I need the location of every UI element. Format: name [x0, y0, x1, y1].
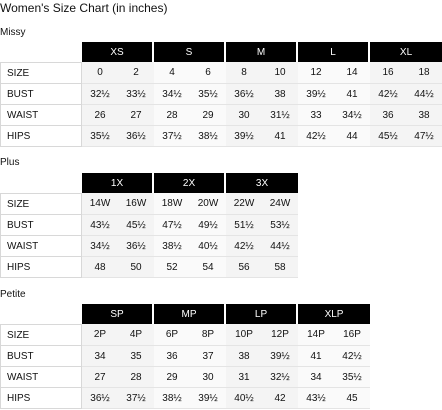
- measurement-cell: 14: [334, 62, 370, 84]
- measurement-cell: 8P: [190, 324, 226, 346]
- measurement-cell: 38½: [190, 126, 226, 147]
- measurement-cell: 26: [82, 105, 118, 126]
- measurement-cell: 42½: [298, 126, 334, 147]
- measurement-cell: 44: [334, 126, 370, 147]
- measurement-cell: 16W: [118, 193, 154, 215]
- measurement-cell: 44½: [262, 236, 298, 257]
- measurement-cell: 4P: [118, 324, 154, 346]
- measurement-cell: 48: [82, 257, 118, 278]
- measurement-cell: 16P: [334, 324, 370, 346]
- header-blank-cell: [0, 42, 82, 62]
- measurement-cell: 47½: [406, 126, 442, 147]
- measurement-cell: 41: [262, 126, 298, 147]
- measurement-cell: 35½: [334, 367, 370, 388]
- measurement-cell: 24W: [262, 193, 298, 215]
- measurement-cell: 6: [190, 62, 226, 84]
- measurement-cell: 44½: [406, 84, 442, 105]
- measurement-row: [0, 62, 442, 84]
- measurement-cell: 10: [262, 62, 298, 84]
- measurement-cell: 56: [226, 257, 262, 278]
- measurement-cell: 41: [298, 346, 334, 367]
- row-label: BUST: [0, 84, 82, 105]
- size-table-plus: [0, 173, 298, 278]
- size-group-header: SP: [82, 304, 154, 324]
- size-group-header: XS: [82, 42, 154, 62]
- measurement-cell: 16: [370, 62, 406, 84]
- row-label: WAIST: [0, 105, 82, 126]
- measurement-cell: 33½: [118, 84, 154, 105]
- measurement-cell: 18W: [154, 193, 190, 215]
- measurement-row: [0, 84, 442, 105]
- measurement-cell: 36: [154, 346, 190, 367]
- measurement-cell: 36½: [118, 126, 154, 147]
- measurement-cell: 38½: [154, 388, 190, 409]
- measurement-cell: 38: [262, 84, 298, 105]
- size-group-header: L: [298, 42, 370, 62]
- size-group-header: S: [154, 42, 226, 62]
- row-label: WAIST: [0, 236, 82, 257]
- size-header-row: [0, 304, 370, 324]
- measurement-cell: 43½: [298, 388, 334, 409]
- measurement-cell: 14P: [298, 324, 334, 346]
- measurement-cell: 35: [118, 346, 154, 367]
- measurement-row: [0, 346, 370, 367]
- row-label: SIZE: [0, 193, 82, 215]
- measurement-cell: 14W: [82, 193, 118, 215]
- measurement-cell: 49½: [190, 215, 226, 236]
- measurement-cell: 38: [406, 105, 442, 126]
- row-label: WAIST: [0, 367, 82, 388]
- measurement-row: [0, 126, 442, 147]
- measurement-cell: 37: [190, 346, 226, 367]
- measurement-cell: 2: [118, 62, 154, 84]
- measurement-row: [0, 324, 370, 346]
- measurement-cell: 30: [226, 105, 262, 126]
- measurement-cell: 8: [226, 62, 262, 84]
- measurement-cell: 41: [334, 84, 370, 105]
- measurement-row: [0, 388, 370, 409]
- measurement-cell: 18: [406, 62, 442, 84]
- measurement-cell: 35½: [82, 126, 118, 147]
- measurement-cell: 38: [226, 346, 262, 367]
- measurement-cell: 32½: [82, 84, 118, 105]
- measurement-cell: 4: [154, 62, 190, 84]
- measurement-cell: 12P: [262, 324, 298, 346]
- page-title: Women's Size Chart (in inches): [0, 1, 168, 15]
- measurement-cell: 31: [226, 367, 262, 388]
- measurement-cell: 28: [118, 367, 154, 388]
- size-group-header: XLP: [298, 304, 370, 324]
- measurement-cell: 50: [118, 257, 154, 278]
- measurement-cell: 42: [262, 388, 298, 409]
- measurement-cell: 30: [190, 367, 226, 388]
- measurement-cell: 10P: [226, 324, 262, 346]
- measurement-row: [0, 367, 370, 388]
- row-label: BUST: [0, 215, 82, 236]
- size-group-header: 3X: [226, 173, 298, 193]
- measurement-cell: 58: [262, 257, 298, 278]
- measurement-cell: 31½: [262, 105, 298, 126]
- row-label: BUST: [0, 346, 82, 367]
- measurement-cell: 34: [298, 367, 334, 388]
- measurement-cell: 39½: [298, 84, 334, 105]
- size-header-row: [0, 42, 442, 62]
- measurement-cell: 51½: [226, 215, 262, 236]
- measurement-row: [0, 215, 298, 236]
- measurement-cell: 43½: [82, 215, 118, 236]
- size-group-header: LP: [226, 304, 298, 324]
- measurement-cell: 45½: [118, 215, 154, 236]
- measurement-cell: 36½: [118, 236, 154, 257]
- measurement-cell: 37½: [118, 388, 154, 409]
- measurement-cell: 40½: [190, 236, 226, 257]
- measurement-cell: 2P: [82, 324, 118, 346]
- measurement-cell: 34½: [334, 105, 370, 126]
- measurement-cell: 36½: [82, 388, 118, 409]
- measurement-cell: 45: [334, 388, 370, 409]
- measurement-cell: 37½: [154, 126, 190, 147]
- measurement-cell: 34½: [154, 84, 190, 105]
- measurement-cell: 0: [82, 62, 118, 84]
- measurement-cell: 42½: [370, 84, 406, 105]
- row-label: HIPS: [0, 126, 82, 147]
- header-blank-cell: [0, 304, 82, 324]
- row-label: SIZE: [0, 62, 82, 84]
- measurement-cell: 52: [154, 257, 190, 278]
- measurement-cell: 22W: [226, 193, 262, 215]
- size-group-header: M: [226, 42, 298, 62]
- measurement-cell: 39½: [262, 346, 298, 367]
- measurement-cell: 32½: [262, 367, 298, 388]
- measurement-row: [0, 193, 298, 215]
- measurement-cell: 39½: [190, 388, 226, 409]
- section-label-petite: Petite: [0, 289, 26, 300]
- measurement-row: [0, 236, 298, 257]
- size-header-row: [0, 173, 298, 193]
- measurement-cell: 38½: [154, 236, 190, 257]
- measurement-cell: 36½: [226, 84, 262, 105]
- row-label: HIPS: [0, 388, 82, 409]
- measurement-cell: 28: [154, 105, 190, 126]
- measurement-cell: 27: [118, 105, 154, 126]
- measurement-row: [0, 257, 298, 278]
- measurement-cell: 53½: [262, 215, 298, 236]
- measurement-cell: 42½: [226, 236, 262, 257]
- measurement-cell: 34½: [82, 236, 118, 257]
- measurement-cell: 39½: [226, 126, 262, 147]
- size-group-header: 2X: [154, 173, 226, 193]
- header-blank-cell: [0, 173, 82, 193]
- measurement-cell: 12: [298, 62, 334, 84]
- row-label: HIPS: [0, 257, 82, 278]
- measurement-cell: 34: [82, 346, 118, 367]
- measurement-cell: 29: [154, 367, 190, 388]
- measurement-cell: 54: [190, 257, 226, 278]
- measurement-cell: 45½: [370, 126, 406, 147]
- measurement-row: [0, 105, 442, 126]
- measurement-cell: 33: [298, 105, 334, 126]
- measurement-cell: 42½: [334, 346, 370, 367]
- section-label-plus: Plus: [0, 157, 20, 168]
- size-group-header: MP: [154, 304, 226, 324]
- measurement-cell: 20W: [190, 193, 226, 215]
- size-group-header: XL: [370, 42, 442, 62]
- size-table-petite: [0, 304, 370, 409]
- section-label-missy: Missy: [0, 27, 26, 38]
- measurement-cell: 6P: [154, 324, 190, 346]
- measurement-cell: 36: [370, 105, 406, 126]
- measurement-cell: 35½: [190, 84, 226, 105]
- size-table-missy: [0, 42, 442, 147]
- size-group-header: 1X: [82, 173, 154, 193]
- measurement-cell: 29: [190, 105, 226, 126]
- measurement-cell: 47½: [154, 215, 190, 236]
- measurement-cell: 40½: [226, 388, 262, 409]
- measurement-cell: 27: [82, 367, 118, 388]
- row-label: SIZE: [0, 324, 82, 346]
